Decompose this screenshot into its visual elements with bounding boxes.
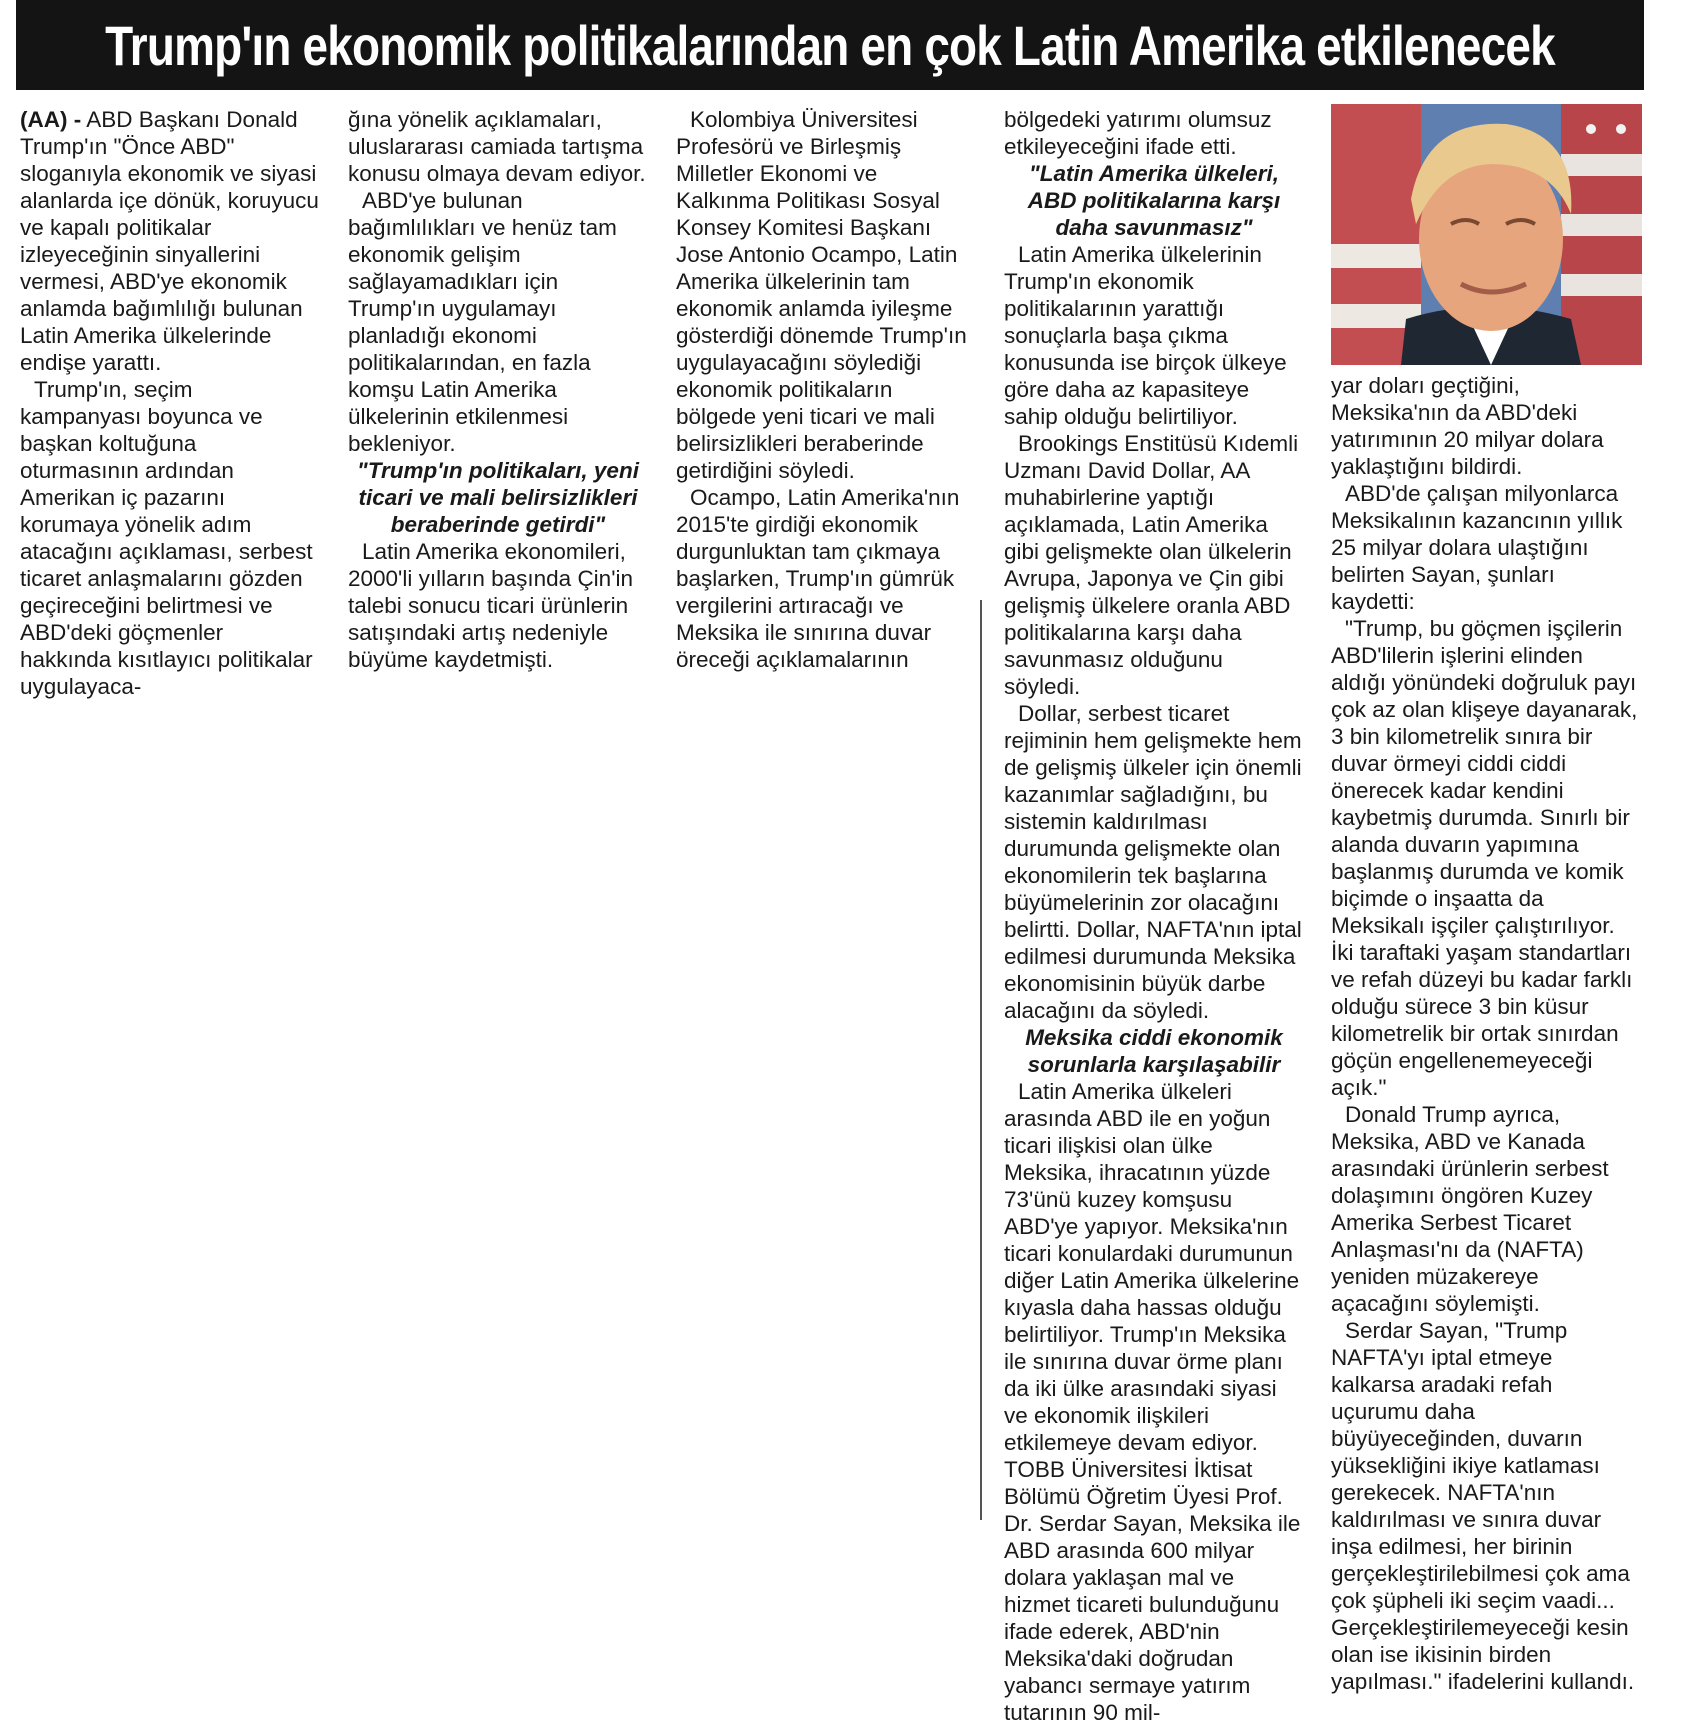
paragraph: ğına yönelik açıklamaları, uluslararası camiada tartışma konusu olmaya devam ediyor. (348, 107, 646, 186)
paragraph: Dollar, serbest ticaret rejiminin hem gelişmekte hem de gelişmiş ülkeler için önemli kazanımlar sağladığını, bu sistemin kaldırılması durumunda gelişmekte olan ekonomilerin tek başlarına büyümelerinin zor olacağını belirtti. Dollar, NAFTA'nın iptal edilmesi durumunda Meksika ekonomisinin büyük darbe alacağını da söyledi. (1004, 701, 1302, 1023)
paragraph: Ocampo, Latin Amerika'nın 2015'te girdiği ekonomik durgunluktan tam çıkmaya başlarken, Trump'ın gümrük vergilerini artıracağı ve Meksika ile sınırına duvar öreceği açıklamalarının (676, 485, 960, 672)
paragraph: Kolombiya Üniversitesi Profesörü ve Birleşmiş Milletler Ekonomi ve Kalkınma Politikası Sosyal Konsey Komitesi Başkanı Jose Antonio Ocampo, Latin Amerika ülkelerinin tam ekonomik anlamda iyileşme gösterdiği dönemde Trump'ın uygulayacağını söylediği ekonomik politikaların bölgede yeni ticari ve mali belirsizlikleri beraberinde getirdiğini söyledi. (676, 107, 967, 483)
paragraph: Donald Trump ayrıca, Meksika, ABD ve Kanada arasındaki ürünlerin serbest dolaşımını öngören Kuzey Amerika Serbest Ticaret Anlaşması'nı da (NAFTA) yeniden müzakereye açacağını söylemişti. (1331, 1102, 1609, 1316)
article-column-4 (1004, 106, 1304, 1726)
paragraph: yar doları geçtiğini, Meksika'nın da ABD'deki yatırımının 20 milyar dolara yaklaştığını bildirdi. (1331, 373, 1604, 479)
headline-bar (16, 0, 1644, 90)
subheading: "Latin Amerika ülkeleri, ABD politikalarına karşı daha savunmasız" (1027, 161, 1281, 240)
article-column-1 (20, 106, 320, 700)
trump-photo (1331, 104, 1642, 365)
paragraph: Brookings Enstitüsü Kıdemli Uzmanı David Dollar, AA muhabirlerine yaptığı açıklamada, Latin Amerika gibi gelişmekte olan ülkelerin Avrupa, Japonya ve Çin gibi gelişmiş ülkelere oranla ABD politikalarına karşı daha savunmasız olduğunu söyledi. (1004, 431, 1299, 699)
portrait-image (1331, 104, 1642, 365)
paragraph: ABD'ye bulunan bağımlılıkları ve henüz tam ekonomik gelişim sağlayamadıkları için Trump'ın uygulamayı planladığı ekonomi politikalarından, en fazla komşu Latin Amerika ülkelerinin etkilenmesi bekleniyor. (348, 188, 617, 456)
column-divider (980, 600, 982, 1520)
paragraph: bölgedeki yatırımı olumsuz etkileyeceğini ifade etti. (1004, 107, 1272, 159)
paragraph: Serdar Sayan, "Trump NAFTA'yı iptal etmeye kalkarsa aradaki refah uçurumu daha büyüyeceğinden, duvarın yüksekliğini ikiye katlaması gerekecek. NAFTA'nın kaldırılması ve sınıra duvar inşa edilmesi, her birinin gerçekleştirilebilmesi çok ama çok şüpheli iki seçim vaadi... Gerçekleştirilemeyeceği kesin olan ise ikisinin birden yapılması." ifadelerini kullandı. (1331, 1318, 1635, 1694)
subheading: "Trump'ın politikaları, yeni ticari ve mali belirsizlikleri beraberinde getirdi" (357, 458, 639, 537)
subheading: Meksika ciddi ekonomik sorunlarla karşılaşabilir (1025, 1025, 1283, 1077)
paragraph: Latin Amerika ülkeleri arasında ABD ile en yoğun ticari ilişkisi olan ülke Meksika, ihracatının yüzde 73'ünü kuzey komşusu ABD'ye yapıyor. Meksika'nın ticari konulardaki durumunun diğer Latin Amerika ülkelerine kıyasla daha hassas olduğu belirtiliyor. Trump'ın Meksika ile sınırına duvar örme planı da iki ülke arasındaki siyasi ve ekonomik ilişkileri etkilemeye devam ediyor. TOBB Üniversitesi İktisat Bölümü Öğretim Üyesi Prof. Dr. Serdar Sayan, Meksika ile ABD arasında 600 milyar dolara yaklaşan mal ve hizmet ticareti bulunduğunu ifade ederek, ABD'nin Meksika'daki doğrudan yabancı sermaye yatırım tutarının 90 mil- (1004, 1079, 1301, 1725)
article-column-2 (348, 106, 648, 673)
article-headline: Trump'ın ekonomik politikalarından en çok Latin Amerika etkilenecek (105, 13, 1555, 77)
paragraph: Latin Amerika ekonomileri, 2000'li yılların başında Çin'in talebi sonucu ticari ürünlerin satışındaki artış nedeniyle büyüme kaydetmişti. (348, 539, 634, 672)
paragraph: Latin Amerika ülkelerinin Trump'ın ekonomik politikalarının yarattığı sonuçlarla başa çıkma konusunda ise birçok ülkeye göre daha az kapasiteye sahip olduğu belirtiliyor. (1004, 242, 1287, 429)
paragraph: ABD Başkanı Donald Trump'ın "Önce ABD" sloganıyla ekonomik ve siyasi alanlarda içe dönük, koruyucu ve kapalı politikalar izleyeceğinin sinyallerini vermesi, ABD'ye ekonomik anlamda bağımlılığı bulunan Latin Amerika ülkelerinde endişe yarattı. (20, 107, 319, 375)
paragraph: ABD'de çalışan milyonlarca Meksikalının kazancının yıllık 25 milyar dolara ulaştığını belirten Sayan, şunları kaydetti: (1331, 481, 1623, 614)
quote-paragraph: "Trump, bu göçmen işçilerin ABD'lilerin işlerini elinden aldığı yönündeki doğruluk payı çok az olan klişeye dayanarak, 3 bin kilometrelik sınıra bir duvar örmeyi ciddi ciddi önerecek kadar kendini kaybetmiş durumda. Sınırlı bir alanda duvarın yapımına başlanmış durumda ve komik biçimde o inşaatta da Meksikalı işçiler çalıştırılıyor. İki taraftaki yaşam standartları ve refah düzeyi bu kadar farklı olduğu sürece 3 bin küsur kilometrelik bir ortak sınırdan göçün engellenemeyeceği açık." (1331, 616, 1638, 1100)
article-column-5 (1331, 372, 1639, 1695)
paragraph: Trump'ın, seçim kampanyası boyunca ve başkan koltuğuna oturmasının ardından Amerikan iç pazarını korumaya yönelik adım atacağını açıklaması, serbest ticaret anlaşmalarını gözden geçireceğini belirtmesi ve ABD'deki göçmenler hakkında kısıtlayıcı politikalar uygulayaca- (20, 377, 313, 699)
agency-tag: (AA) - (20, 107, 82, 132)
article-column-3 (676, 106, 976, 673)
lead-paragraph (20, 106, 320, 376)
